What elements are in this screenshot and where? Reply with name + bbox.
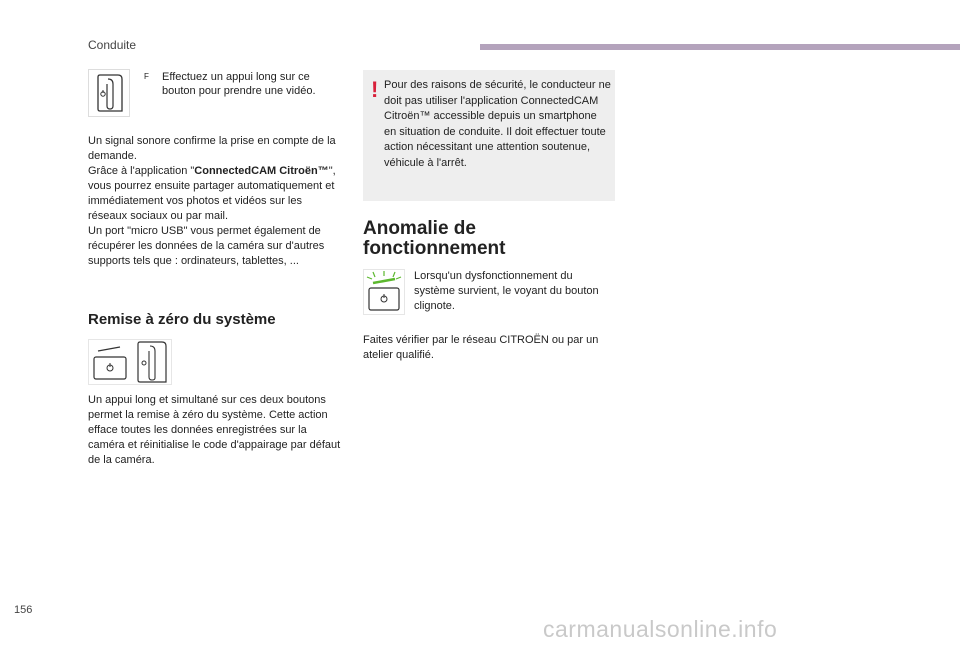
- camera-button-icon: [88, 69, 130, 117]
- camera-description: [88, 134, 343, 269]
- warning-text: Pour des raisons de sécurité, le conducteur ne doit pas utiliser l'application ConnectedCAM Citroën™ accessible depuis un smartphone en situation de conduite. Il doit effectuer toute action nécessitant une attention soutenue, véhicule à l'arrêt.: [384, 79, 611, 169]
- confirmation-text: Un signal sonore confirme la prise en compte de la demande.: [88, 135, 336, 162]
- bullet-marker: F: [144, 72, 149, 81]
- page-number: 156: [14, 604, 33, 616]
- reset-description: Un appui long et simultané sur ces deux boutons permet la remise à zéro du système. Cette action efface toutes les données enregistrées sur la caméra et réinitialise le code d'appairage par défaut de la caméra.: [88, 394, 341, 466]
- anomaly-heading: Anomalie de fonctionnement: [363, 218, 506, 259]
- app-text-end: ", vous pourrez ensuite partager automatiquement et immédiatement vos photos et vidéos sur les réseaux sociaux ou par mail.: [88, 165, 336, 222]
- warning-box: [363, 70, 615, 201]
- watermark: carmanualsonline.info: [543, 616, 778, 642]
- warning-icon: !: [371, 77, 379, 102]
- anomaly-description: Lorsqu'un dysfonctionnement du système survient, le voyant du bouton clignote.: [414, 270, 599, 312]
- app-name: ConnectedCAM Citroën™: [194, 165, 329, 177]
- reset-heading: Remise à zéro du système: [88, 311, 276, 328]
- anomaly-advice: Faites vérifier par le réseau CITROËN ou par un atelier qualifié.: [363, 334, 599, 361]
- usb-text: Un port "micro USB" vous permet également de récupérer les données de la caméra sur d'autres supports tels que : ordinateurs, tablettes, ...: [88, 225, 325, 267]
- blinking-led-button-icon: [363, 269, 405, 315]
- section-title: Conduite: [88, 38, 137, 52]
- bullet-text: Effectuez un appui long sur ce bouton pour prendre une vidéo.: [162, 71, 316, 97]
- app-text-start: Grâce à l'application ": [88, 165, 195, 177]
- header-accent-bar: [480, 44, 960, 50]
- reset-button-icon: [88, 339, 172, 385]
